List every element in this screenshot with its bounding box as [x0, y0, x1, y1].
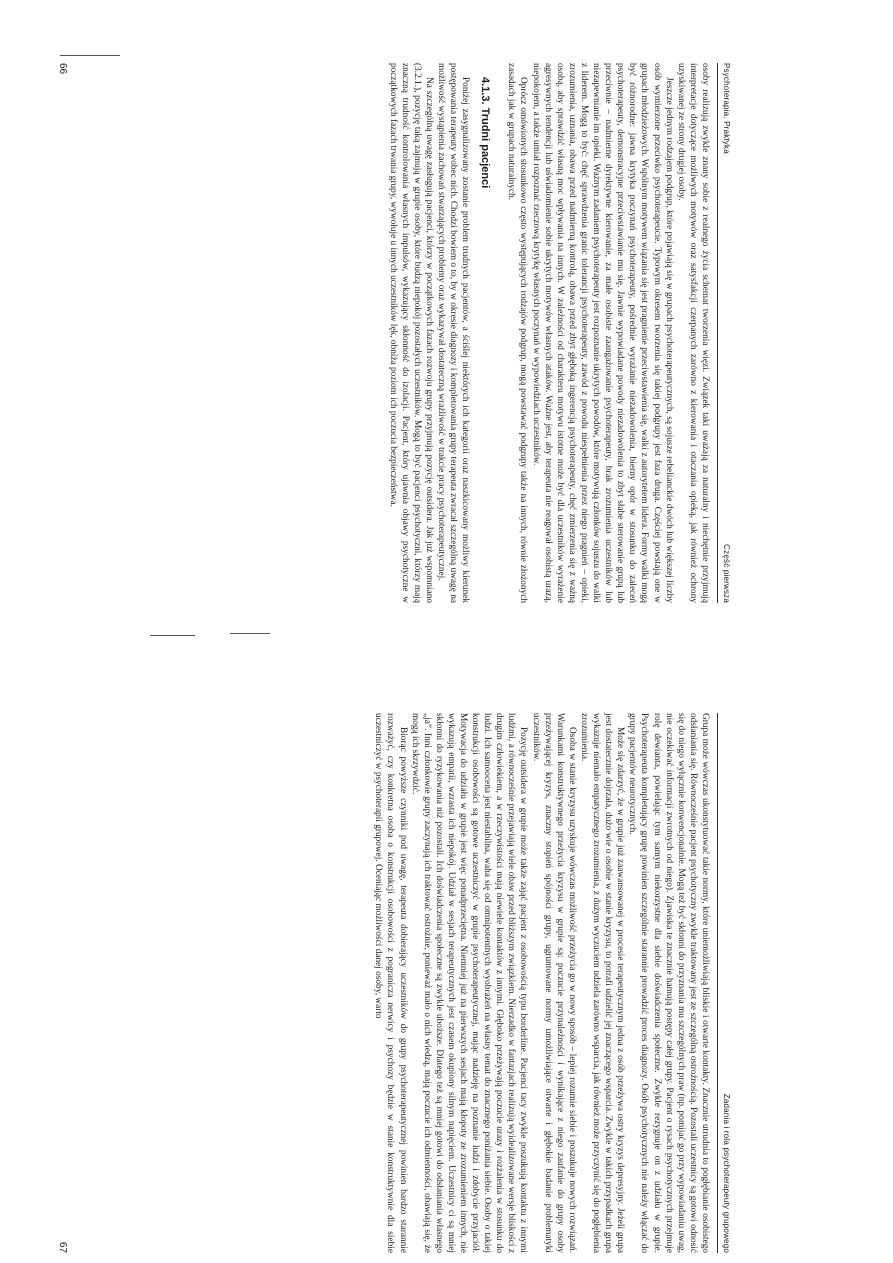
paragraph: Osoba w stanie kryzysu uzyskuje wówczas możliwość przeżycia go w nowy sposób – lepiej rozumie siebie i poszukuje nowych rozwiązań. Warunkami konstruktywnego przeżycia kryzysu w grupie są: poczucie przynależności i wynikające z niego zaufanie do grupy osoby przeżywającej kryzys, znaczny stopień spójności grupy, ugruntowane normy umożliwiające otwarte i głębokie badanie problematyki uczestników. — [530, 713, 577, 1253]
scan-edge-mark — [150, 635, 195, 636]
paragraph: osoby realizują zwykle znany sobie z realnego życia schemat tworzenia więzi. Związek taki uważają za naturalny i niechętnie przyjmują interpretacje dotyczące możliwych motywów oraz satysfakcji czerpanych zarówno z kierowania i otaczania opieką, jak również ochrony uzyskiwanej ze strony drugiej osoby. — [675, 63, 710, 603]
page-67 — [50, 703, 740, 1263]
paragraph: Na szczególną uwagę zasługują pacjenci, którzy w początkowych fazach rozwoju grupy przyjmują pozycję outsidera. Jak już wspomniano (3.2.1.), pozycję taką zajmują w grupie osoby, które budzą niepokój pozostałych uczestników. Mogą to być pacjenci psychotyczni, którzy mają znaczną trudność kontrolowania własnych impulsów, wykazujący skłonność do izolacji. Pacjent, który ujawnia objawy psychotyczne w początkowych fazach trwania grupy, wywołuje u innych uczestników lęk, obniża poziom ich poczucia bezpieczeństwa. — [387, 63, 434, 603]
page-number: 66 — [57, 63, 69, 75]
section-heading: 4.1.3. Trudni pacjenci — [479, 77, 492, 189]
running-head-part: Część pierwsza — [722, 544, 731, 603]
page-number: 67 — [57, 1241, 69, 1253]
paragraph: Poniżej zasygnalizowany zostanie problem trudnych pacjentów, a ściślej niektórych ich kategorii oraz naszkicowany możliwy kierunek postępowania terapeuty wobec nich. Chodzi bowiem o to, by w okresie diagnozy i kompletowania grupy terapeuta zwracał szczególną uwagę na możliwość wystąpienia zachowań stwarzających problemy oraz wykazywał dostateczną wrażliwość w trakcie pracy psychoterapeutycznej. — [436, 63, 471, 603]
page-66 — [50, 53, 740, 613]
running-head-chapter: Zadania i rola psychoterapeuty grupowego — [722, 1093, 731, 1253]
paragraph: Może się zdarzyć, że w grupie już zaawansowanej w procesie terapeutycznym jedna z osób przeżywa ostry kryzys depresyjny. Jeżeli grupa jest dostatecznie dojrzała, dużo wie o osobie w stanie kryzysu, to potrafi udzielić jej znaczącego wsparcia. Zwykle w takich przypadkach grupa wykazuje niemało empatycznego zrozumienia, z dużym wyczuciem udziela zarówno wsparcia, jak również może przyczynić się do pogłębienia zrozumienia. — [578, 713, 626, 1253]
running-head — [717, 713, 732, 1253]
paragraph: Oprócz omówionych stosunkowo często występujących rodzajów podgrup, mogą powstawać podgrupy także na innych, równie złożonych zasadach jak w grupach naturalnych. — [506, 63, 529, 603]
paragraph: Grupa może wówczas ukonstytuować takie normy, które uniemożliwiają bliskie i otwarte kontakty. Znacznie utrudnia to pogłębianie osobistego odsłaniania się. Równocześnie pacjent psychotyczny zwykle traktowany jest ze szczególną ostrożnością. Pozostali uczestnicy są gotowi odnosić się do niego wyłącznie konwencjonalnie. Mogą też być skłonni do przyznania mu szczególnych praw (np. pomijać go przy wypowiadaniu uwag, nie oczekiwać informacji zwrotnych od niego). Zjawiska te znacznie hamują postępy całej grupy. Pacjent o rysach psychotycznych przejmuje rolę dewianta, powielając tym samym niekorzystne dla siebie doświadczenia społeczne. Zwykle rezygnuje on z udziału w grupie. Psychoterapeuta kompletujący grupę powinien szczególnie starannie prowadzić proces diagnozy. Osób psychotycznych nie należy włączać do grupy pacjentów neurotycznych. — [627, 713, 710, 1253]
running-head-book-title: Psychoterapia. Praktyka — [722, 63, 731, 154]
paragraph: Pozycję outsidera w grupie może także zająć pacjent z osobowością typu borderline. Pacjenci tacy zwykle poszukują kontaktu z innymi ludźmi, a równocześnie przejawiają wiele obaw przed bliższym związkiem. Nierzadko w fantazjach realizują wyidealizowane wersje bliskości z drugim człowiekiem, a w rzeczywistości mają niewiele kontaktów z innymi. Głęboko przeżywają poczucie urazy i rozżalenia w stosunku do ludzi. Ich samoocena jest niestabilna, waha się od omnipotentnych wyobrażeń na własny temat do znacznego poniżania siebie. Osoby o takiej konstrukcji osobowości są gotowe uczestniczyć w grupie psychoterapeutycznej, mając nadzieję na poznanie ludzi i zdobycie przyjaciół. Motywacja do udziału w grupie jest więc ponadprzeciętna. Niemniej już na pierwszych sesjach mają kłopoty ze zrozumieniem innych, nie wykazują empatii, wzrasta ich niepokój. Udział w sesjach terapeutycznych jest czasem okupiony silnym napięciem. Uczestnicy ci są mniej skłonni do ryzykowania niż pozostali. Ich doświadczenia społeczne są zwykle uboższe. Dlatego też są mniej gotowi do odsłaniania własnego „ja”. Inni członkowie grupy zaczynają ich traktować ostrożnie, ponieważ mało o nich wiedzą, mają poczucie ich odmienności, obawiają się, że mogą ich skrzywdzić. — [409, 713, 529, 1253]
paragraph: Biorąc powyższe czynniki pod uwagę, terapeuta dobierający uczestników do grupy psychoterapeutycznej powinien bardzo starannie rozważyć, czy konkretna osoba o konstrukcji osobowości z pogranicza nerwicy i psychozy będzie w stanie konstruktywnie dla siebie uczestniczyć w psychoterapii grupowej. Oceniając możliwości danej osoby, warto — [373, 713, 408, 1253]
running-head — [717, 63, 732, 603]
scan-edge-mark — [230, 633, 270, 634]
paragraph: Jeszcze jednym rodzajem podgrup, które pojawiają się w grupach psychoterapeutycznych, są sojusze rebelianckie dwóch lub większej liczby osób wymierzone przeciwko psychoterapeucie. Typowym okresem tworzenia się takiej podgrupy jest faza druga. Częściej powstają one w grupach młodzieżowych. Wspólnym motywem wiązania się jest pragnienie przeciwstawienia się, walki z autorytetem lidera. Formy walki mogą być różnorodne: jawna krytyka poczynań psychoterapeuty, pośrednie wyrażanie niezadowolenia, bierny opór w stosunku do zaleceń psychoterapeuty, demonstracyjne przeciwstawianie mu się. Jawnie wypowiadane powody niezadowolenia to zbyt słabe sterowanie grupą lub przeciwnie – nadmierne dyrektywne kierowanie, za małe osobiste zaangażowanie psychoterapeuty, brak zrozumienia uczestników lub niezapewnianie im opieki. Ważnym zadaniem psychoterapeuty jest rozpoznanie ukrytych powodów, które motywują członków sojuszu do walki z liderem. Mogą to być: chęć sprawdzenia granic tolerancji psychoterapeuty, zawód z powodu niespełnienia przez niego pragnień – opieki, zrozumienia, uznania, obawa przed nadmierną kontrolą, obawa przed zbyt głęboką ingerencją psychoterapeuty, chęć zmierzenia się z ważną osobą, aby sprawdzić własną moc wpływania na innych. W zależności od charakteru motywu istotne może być dla uczestników wyrażenie agresywnych tendencji lub uświadomienie sobie ukrytych motywów własnych ataków. Ważne jest, aby terapeuta nie reagował osobistą urazą, niepokojem, a także umiał rozpoznać rzeczową krytykę własnych poczynań w wypowiedziach uczestników. — [530, 63, 674, 603]
